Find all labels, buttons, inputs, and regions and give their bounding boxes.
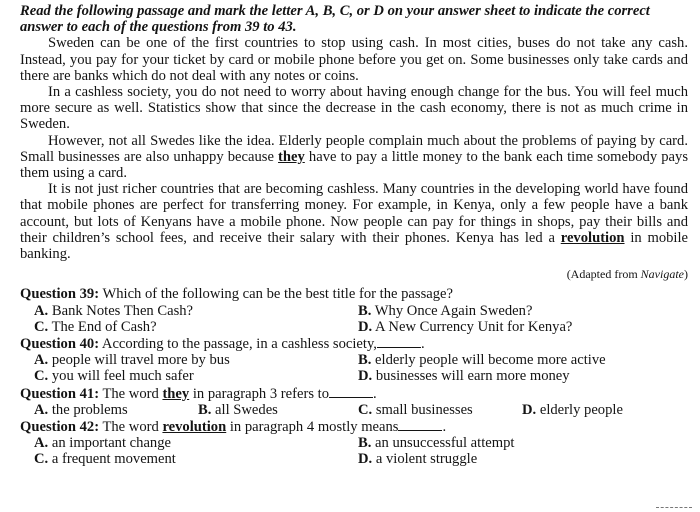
answer-blank [398, 419, 442, 431]
option-42-a[interactable] [34, 435, 171, 451]
option-40-b[interactable] [358, 352, 606, 368]
keyword-revolution: revolution [560, 229, 625, 246]
question-39-stem [20, 286, 688, 302]
option-39-d[interactable] [358, 319, 572, 335]
question-41-keyword: they [162, 385, 190, 402]
option-letter: A. [34, 401, 49, 418]
paragraph-3-after: have to pay a little money to the bank each time somebody pays them using a card. [20, 148, 688, 182]
question-41-stem [20, 386, 688, 402]
option-text: an important change [48, 435, 171, 452]
paragraph-3-before: However, not all Swedes like the idea. Elderly people complain much about the problems of paying by card. Small businesses are also unhappy because [20, 132, 688, 165]
option-letter: C. [34, 368, 49, 385]
question-40-options-row-1 [20, 352, 688, 368]
option-letter: A. [34, 352, 49, 369]
question-42-stem [20, 419, 688, 435]
question-41 [20, 386, 688, 418]
page-edge-mark [656, 507, 692, 508]
paragraph-4-after: in mobile banking. [20, 229, 688, 263]
option-40-c[interactable] [34, 368, 194, 384]
question-42-options-row-2 [20, 451, 688, 467]
question-40-text: According to the passage, in a cashless society, [99, 336, 377, 353]
option-text: a frequent movement [48, 451, 176, 468]
instruction: Read the following passage and mark the letter A, B, C, or D on your answer sheet to indicate the correct answer to each of the questions from 39 to 43. [20, 3, 650, 36]
option-text: businesses will earn more money [372, 368, 570, 385]
option-text: all Swedes [211, 401, 278, 418]
source-note [20, 266, 688, 282]
option-41-d[interactable] [522, 402, 623, 418]
option-letter: C. [34, 318, 49, 335]
option-letter: A. [34, 435, 49, 452]
option-letter: B. [358, 302, 372, 319]
question-39 [20, 286, 688, 335]
question-42-label: Question 42: [20, 419, 100, 435]
source-suffix: ) [684, 267, 688, 282]
question-42-keyword: revolution [162, 419, 227, 435]
question-41-period: . [373, 385, 377, 402]
question-42-options-row-1 [20, 435, 688, 451]
question-40-stem [20, 336, 688, 352]
option-text: the problems [48, 401, 128, 418]
option-42-b[interactable] [358, 435, 514, 451]
question-42-period: . [442, 419, 447, 435]
question-42-text-before: The word [99, 419, 163, 435]
option-letter: D. [358, 451, 373, 468]
option-text: Why Once Again Sweden? [371, 302, 533, 319]
answer-blank [329, 386, 373, 398]
option-42-d[interactable] [358, 451, 477, 467]
paragraph-4 [20, 181, 688, 262]
option-39-b[interactable] [358, 303, 532, 319]
paragraph-1: Sweden can be one of the first countries to stop using cash. In most cities, buses do not take any cash. Instead, you pay for your ticket by card or mobile phone before you get on. Some businesses only take cards and there are banks which do not deal with any notes or coins. [20, 35, 688, 84]
question-41-text-before: The word [99, 385, 163, 402]
paragraph-2: In a cashless society, you do not need to worry about having enough change for the bus. You will feel much more secure as well. Statistics show that since the decrease in the cash economy, there is not as much crime in Sweden. [20, 84, 688, 133]
question-42-text-after: in paragraph 4 mostly means [226, 419, 399, 435]
option-text: elderly people [536, 401, 623, 418]
option-letter: B. [358, 435, 372, 452]
question-40-period: . [420, 336, 425, 353]
question-41-label: Question 41: [20, 385, 100, 402]
option-letter: C. [358, 401, 373, 418]
question-39-options-row-1 [20, 303, 688, 319]
question-39-text: Which of the following can be the best title for the passage? [99, 286, 453, 303]
option-text: The End of Cash? [48, 318, 157, 335]
option-text: a violent struggle [372, 451, 478, 468]
option-41-a[interactable] [34, 402, 128, 418]
option-letter: B. [358, 352, 372, 369]
option-40-a[interactable] [34, 352, 230, 368]
option-letter: B. [198, 401, 212, 418]
question-42 [20, 419, 688, 468]
source-prefix: (Adapted from [566, 267, 641, 282]
exam-page [20, 3, 688, 468]
keyword-they: they [278, 148, 305, 165]
paragraph-4-before: It is not just richer countries that are becoming cashless. Many countries in the developing world have found that mobile phones are perfect for transferring money. For example, in Kenya, only a few people have a bank account, but lots of Kenyans have a mobile phone. Now people can pay for things in shops, pay their bills and their children’s school fees, and receive their salary with their phones. Kenya has led a [20, 181, 688, 246]
answer-blank [377, 336, 421, 348]
option-41-b[interactable] [198, 402, 278, 418]
option-text: A New Currency Unit for Kenya? [372, 318, 573, 335]
question-40-options-row-2 [20, 368, 688, 384]
option-39-a[interactable] [34, 303, 193, 319]
option-letter: C. [34, 451, 49, 468]
option-text: elderly people will become more active [371, 352, 606, 369]
option-letter: D. [522, 401, 537, 418]
option-text: Bank Notes Then Cash? [48, 302, 194, 319]
option-39-c[interactable] [34, 319, 157, 335]
option-letter: A. [34, 302, 49, 319]
option-40-d[interactable] [358, 368, 570, 384]
option-text: you will feel much safer [48, 368, 194, 385]
option-letter: D. [358, 318, 373, 335]
source-book: Navigate [640, 267, 684, 282]
question-41-text-after: in paragraph 3 refers to [189, 385, 329, 402]
option-42-c[interactable] [34, 451, 176, 467]
option-letter: D. [358, 368, 373, 385]
question-40-label: Question 40: [20, 336, 100, 353]
question-39-options-row-2 [20, 319, 688, 335]
option-text: an unsuccessful attempt [371, 435, 515, 452]
option-text: small businesses [372, 401, 473, 418]
option-text: people will travel more by bus [48, 352, 230, 369]
option-41-c[interactable] [358, 402, 473, 418]
question-40 [20, 336, 688, 385]
question-39-label: Question 39: [20, 286, 100, 303]
question-41-options-row [20, 402, 688, 418]
paragraph-3 [20, 133, 688, 182]
